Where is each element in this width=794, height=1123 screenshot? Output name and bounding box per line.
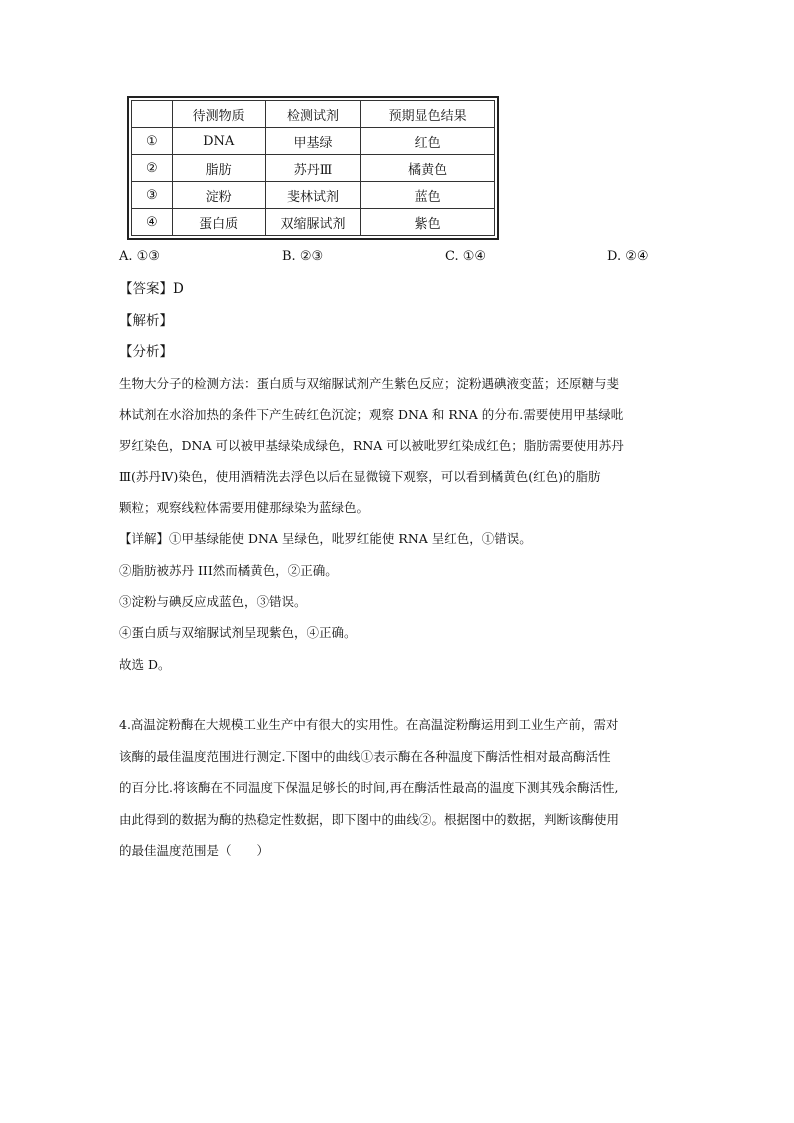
option-c: C. ①④ [445,249,487,264]
analysis-line: Ⅲ(苏丹Ⅳ)染色，使用酒精洗去浮色以后在显微镜下观察，可以看到橘黄色(红色)的脂肪 [119,469,601,484]
table-row [132,155,495,182]
question-line: 由此得到的数据为酶的热稳定性数据，即下图中的曲线②。根据图中的数据，判断该酶使用 [119,812,620,827]
detail-line: 【详解】①甲基绿能使 DNA 呈绿色，吡罗红能使 RNA 呈红色，①错误。 [119,531,532,546]
analysis-line: 颗粒；观察线粒体需要用健那绿染为蓝绿色。 [119,500,370,515]
table-cell: 双缩脲试剂 [265,209,360,236]
table-cell: ③ [132,182,173,209]
question-line: 的百分比.将该酶在不同温度下保温足够长的时间,再在酶活性最高的温度下测其残余酶活性, [119,780,619,795]
question-line: 该酶的最佳温度范围进行测定.下图中的曲线①表示酶在各种温度下酶活性相对最高酶活性 [119,749,611,764]
detail-line: 故选 D。 [119,657,171,672]
detail-line: ②脂肪被苏丹 III然而橘黄色，②正确。 [119,563,338,578]
detail-line: ④蛋白质与双缩脲试剂呈现紫色，④正确。 [119,625,357,640]
table-cell: 斐林试剂 [265,182,360,209]
table-cell: ④ [132,209,173,236]
table-cell: 淀粉 [172,182,265,209]
table-cell: 红色 [361,128,495,155]
option-d: D. ②④ [607,249,649,264]
table-row [132,182,495,209]
table-cell: ① [132,128,173,155]
table-header-row [132,101,495,128]
table-cell: 蓝色 [361,182,495,209]
table-header-cell: 检测试剂 [265,101,360,128]
question-line: 4.高温淀粉酶在大规模工业生产中有很大的实用性。在高温淀粉酶运用到工业生产前，需对 [119,717,619,732]
option-b: B. ②③ [282,249,324,264]
table-cell: 脂肪 [172,155,265,182]
option-a: A. ①③ [119,249,160,264]
jiexi-heading: 【解析】 [119,313,173,329]
analysis-line: 罗红染色，DNA 可以被甲基绿染成绿色，RNA 可以被吡罗红染成红色；脂肪需要使用苏丹 [119,438,624,453]
analysis-line: 林试剂在水浴加热的条件下产生砖红色沉淀；观察 DNA 和 RNA 的分布.需要使用甲基绿吡 [119,407,624,422]
table-cell: DNA [172,128,265,155]
table-header-cell: 预期显色结果 [361,101,495,128]
answer-label: 【答案】D [119,281,184,297]
table-row [132,209,495,236]
reagent-table-frame [127,96,499,240]
table-cell: 紫色 [361,209,495,236]
detail-line: ③淀粉与碘反应成蓝色，③错误。 [119,594,307,609]
table-header-cell: 待测物质 [172,101,265,128]
table-row [132,128,495,155]
answer-options [0,249,794,269]
reagent-table [131,100,495,236]
analysis-line: 生物大分子的检测方法：蛋白质与双缩脲试剂产生紫色反应；淀粉遇碘液变蓝；还原糖与斐 [119,376,620,391]
table-cell: 蛋白质 [172,209,265,236]
table-header-cell [132,101,173,128]
fenxi-heading: 【分析】 [119,344,173,360]
question-line: 的最佳温度范围是（ ） [119,843,270,858]
table-cell: 橘黄色 [361,155,495,182]
table-cell: 苏丹Ⅲ [265,155,360,182]
table-cell: 甲基绿 [265,128,360,155]
table-cell: ② [132,155,173,182]
